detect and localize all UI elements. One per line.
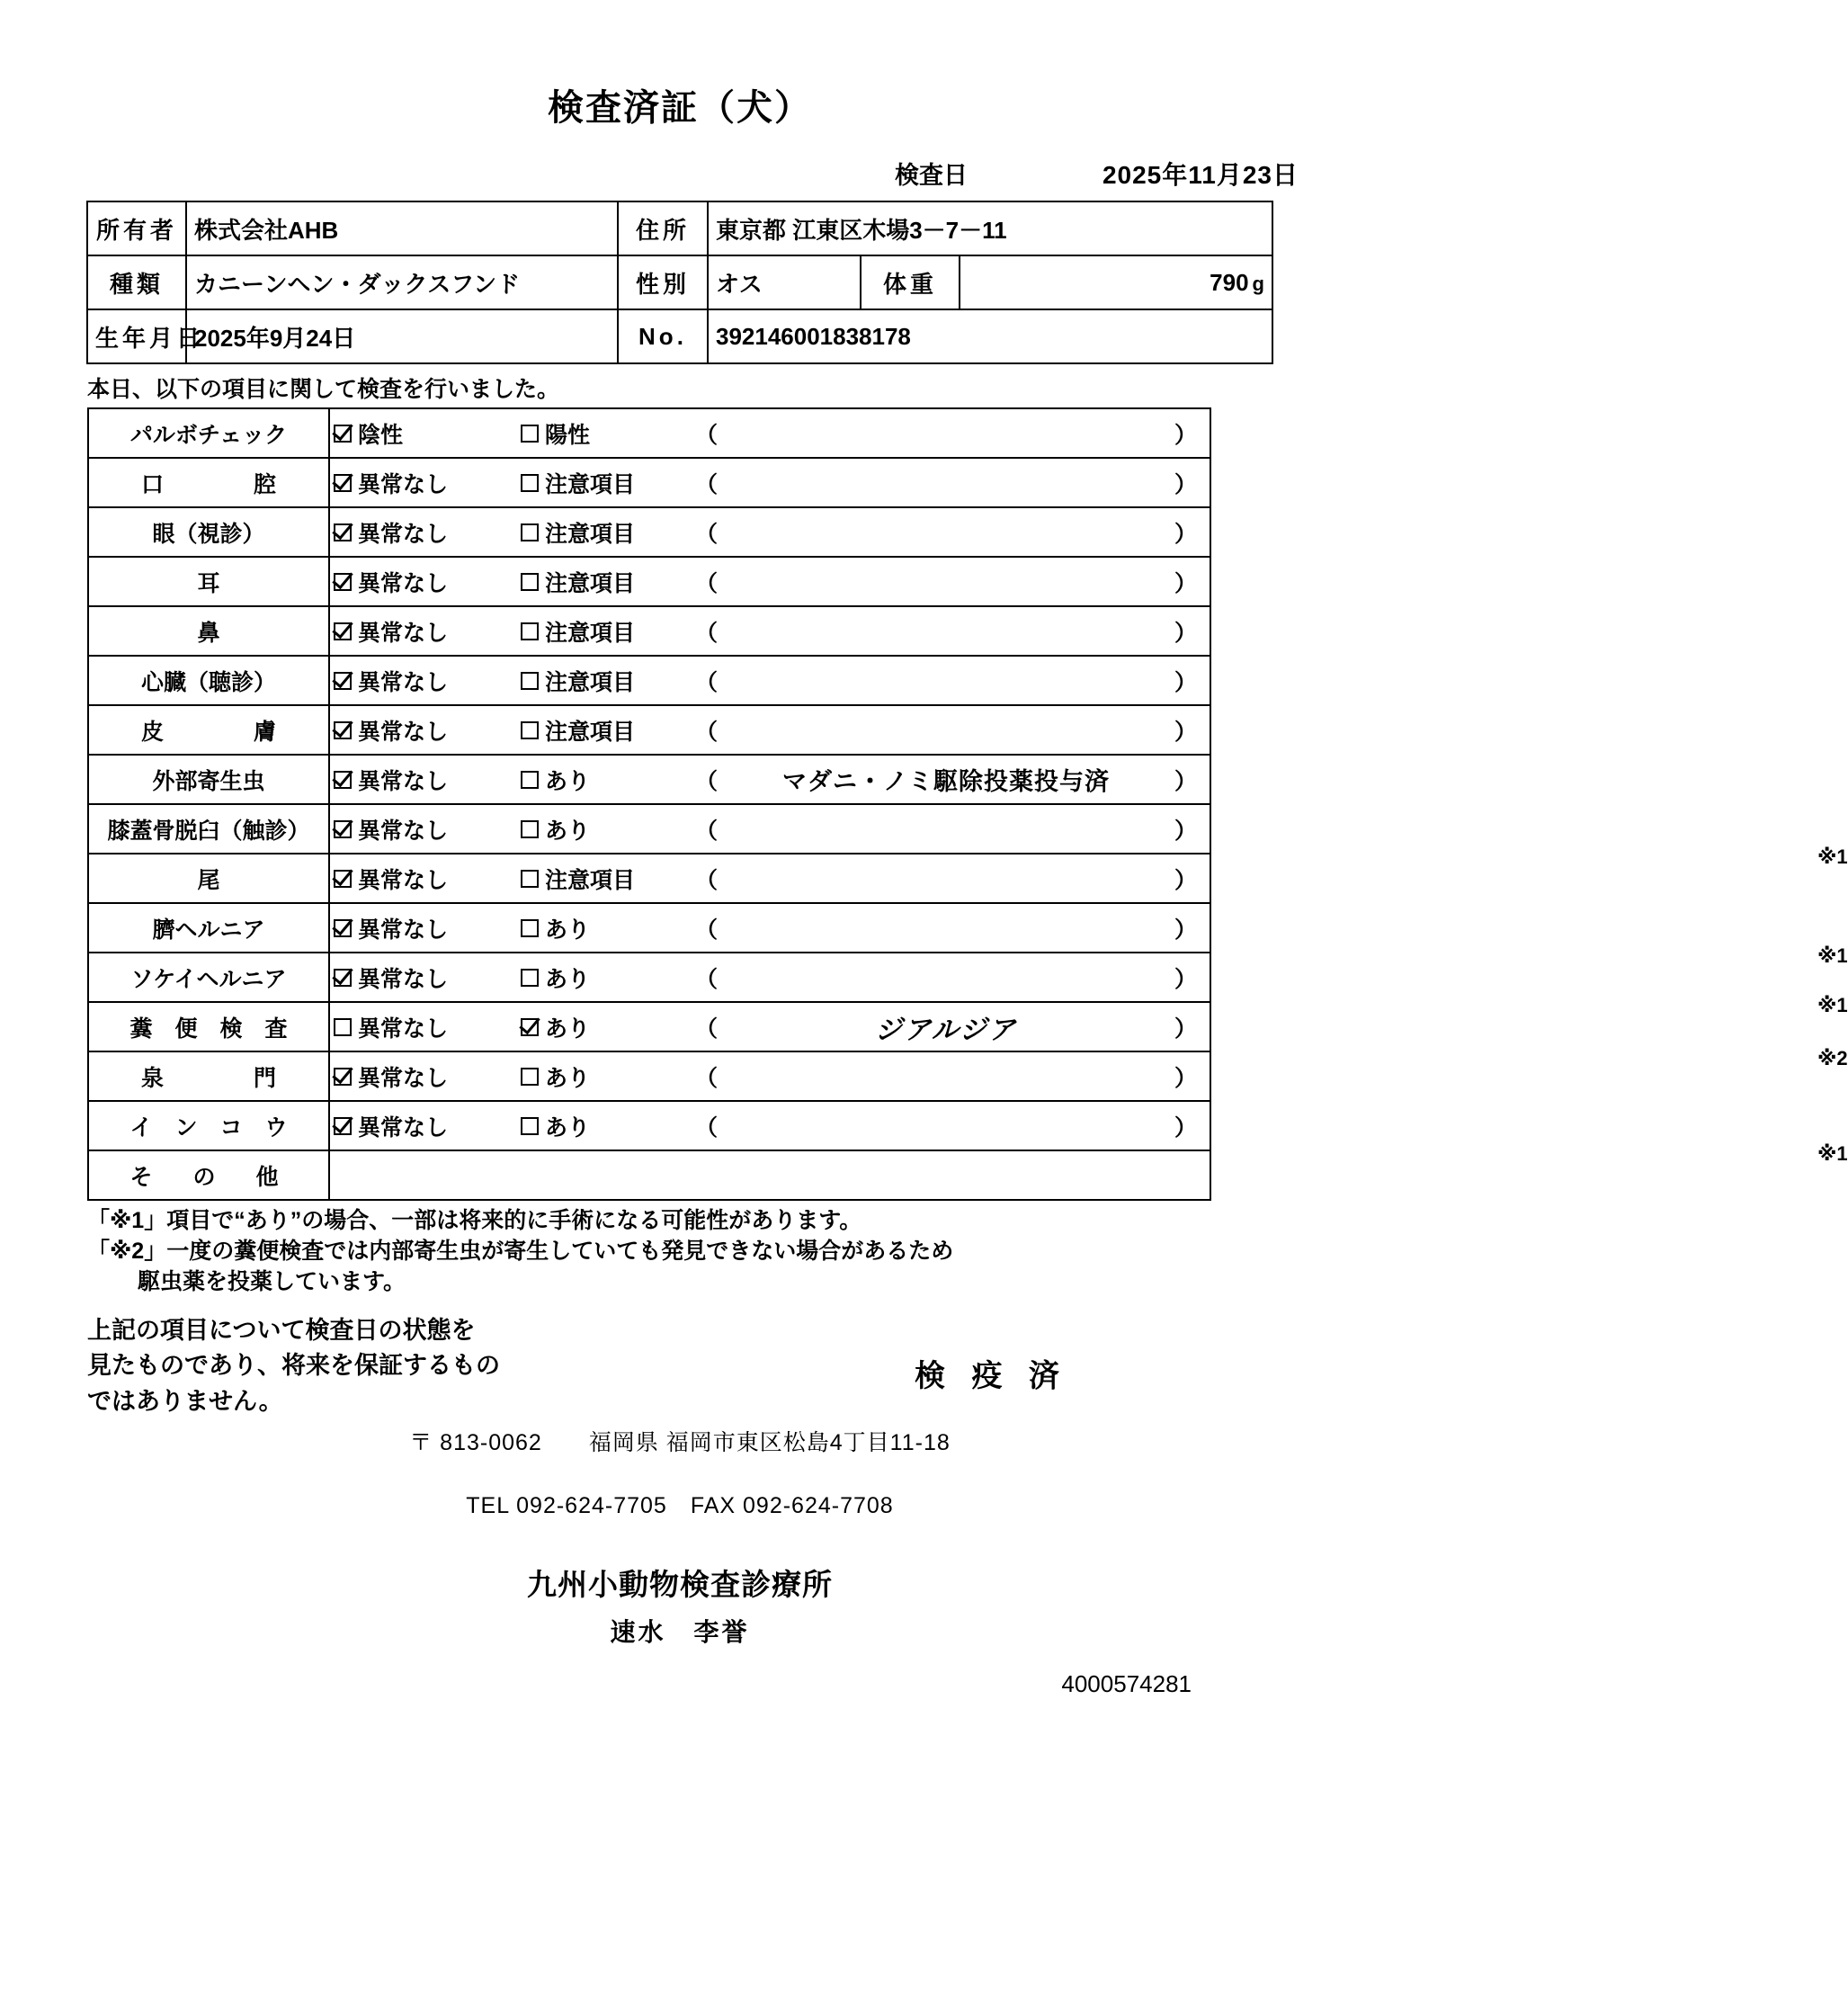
checkbox-icon[interactable] (521, 1018, 539, 1036)
birthdate-label: 生年月日 (87, 309, 186, 363)
paren-close: ） (1174, 521, 1197, 547)
breed-value: カニーンヘン・ダックスフンド (186, 255, 618, 309)
paren-close: ） (1174, 867, 1197, 893)
checklist-option-abnormal[interactable] (517, 656, 686, 705)
checklist-item-label: 眼（視診） (88, 507, 329, 557)
checklist-item-label: 口 腔 (88, 458, 329, 507)
checklist-remark-cell[interactable] (686, 755, 1210, 804)
checklist-table (87, 407, 1848, 1201)
option-label: あり (545, 1114, 591, 1141)
checklist-item-label: パルボチェック (88, 408, 329, 458)
footnotes (87, 1206, 1272, 1297)
checklist-remark-cell[interactable] (686, 408, 1210, 458)
table-row (87, 309, 1272, 363)
option-label: 異常なし (358, 1065, 449, 1091)
checklist-remark-cell[interactable] (686, 804, 1848, 868)
checklist-option-normal[interactable] (329, 953, 517, 1002)
checkbox-icon[interactable] (334, 573, 352, 591)
checklist-row (88, 903, 1210, 953)
checkbox-icon[interactable] (334, 1068, 352, 1086)
option-label: 異常なし (358, 966, 449, 992)
checklist-item-label: 耳 (88, 557, 329, 606)
checkbox-icon[interactable] (521, 672, 539, 690)
address-label: 住所 (618, 201, 708, 255)
checklist-item-label: 外部寄生虫 (88, 755, 329, 804)
checklist-option-normal[interactable] (329, 458, 517, 507)
option-label: 注意項目 (545, 867, 636, 893)
disclaimer-text (87, 1313, 627, 1418)
checklist-option-normal[interactable] (329, 755, 517, 804)
table-row (87, 255, 1272, 309)
exam-date-label: 検査日 (894, 162, 968, 189)
checklist-item-label: 糞 便 検 査 (88, 1002, 329, 1051)
remark-text: ジアルジア (874, 1014, 1018, 1046)
option-label: 異常なし (358, 768, 449, 794)
checklist-item-label: 臍ヘルニア (88, 903, 329, 953)
checklist-option-normal[interactable] (329, 705, 517, 755)
option-label: 異常なし (358, 471, 449, 497)
checklist-item-label: 泉 門 (88, 1051, 329, 1101)
checklist-option-normal[interactable] (329, 656, 517, 705)
checklist-remark-cell[interactable] (686, 903, 1848, 967)
checklist-row (88, 755, 1210, 804)
checkbox-icon[interactable] (334, 523, 352, 541)
paren-close: ） (1174, 422, 1197, 448)
owner-label: 所有者 (87, 201, 186, 255)
footnote-2-line2: 駆虫薬を投薬しています。 (138, 1268, 406, 1294)
checklist-row-other (88, 1150, 1210, 1200)
checklist-remark-cell[interactable] (686, 507, 1210, 557)
paren-open: （ (695, 620, 719, 646)
paren-open: （ (695, 768, 719, 794)
checklist-option-normal[interactable] (329, 854, 517, 903)
checklist-option-normal[interactable] (329, 1002, 517, 1051)
paren-open: （ (695, 471, 719, 497)
option-label: 注意項目 (545, 521, 636, 547)
option-label: 注意項目 (545, 471, 636, 497)
checklist-item-label: 皮 膚 (88, 705, 329, 755)
footnote-marker: ※1 (1817, 993, 1848, 1016)
disclaimer-line-3: ではありません。 (87, 1387, 283, 1415)
checklist-option-abnormal[interactable] (517, 606, 686, 656)
disclaimer-line-2: 見たものであり、将来を保証するもの (87, 1352, 500, 1380)
footnote-1: 「※1」項目で“あり”の場合、一部は将来的に手術になる可能性があります。 (87, 1208, 862, 1233)
checkbox-icon[interactable] (521, 771, 539, 789)
checkbox-icon[interactable] (334, 919, 352, 937)
disclaimer-line-1: 上記の項目について検査日の状態を (87, 1317, 476, 1345)
checkbox-icon[interactable] (334, 969, 352, 987)
checklist-remark-cell[interactable] (686, 458, 1210, 507)
checkbox-icon[interactable] (521, 622, 539, 640)
paren-open: （ (695, 867, 719, 893)
checkbox-icon[interactable] (521, 573, 539, 591)
checklist-option-abnormal[interactable] (517, 804, 686, 854)
weight-value-cell (960, 255, 1272, 309)
serial-number: 4000574281 (1061, 1669, 1192, 1697)
checkbox-icon[interactable] (521, 474, 539, 492)
checkbox-icon[interactable] (521, 969, 539, 987)
option-label: 陰性 (358, 422, 404, 448)
checklist-option-abnormal[interactable] (517, 408, 686, 458)
paren-open: （ (695, 1015, 719, 1042)
checklist-remark-cell[interactable] (686, 705, 1210, 755)
checklist-item-label: イ ン コ ウ (88, 1101, 329, 1150)
microchip-no-label: No. (618, 309, 708, 363)
option-label: あり (545, 818, 591, 844)
checkbox-icon[interactable] (334, 672, 352, 690)
checklist-row (88, 606, 1210, 656)
option-label: 陽性 (545, 422, 591, 448)
table-row (87, 201, 1272, 255)
owner-info-table (86, 201, 1273, 364)
paren-close: ） (1174, 1065, 1197, 1091)
weight-unit: g (1252, 272, 1264, 295)
checkbox-icon[interactable] (334, 870, 352, 888)
checklist-row (88, 953, 1210, 1002)
quarantine-stamp: 検 疫 済 (915, 1359, 1068, 1394)
checklist-row (88, 804, 1210, 854)
clinic-address: 〒 813-0062 福岡県 福岡市東区松島4丁目11-18 (409, 1429, 951, 1455)
option-label: 異常なし (358, 669, 449, 695)
checklist-option-abnormal[interactable] (517, 557, 686, 606)
checklist-option-abnormal[interactable] (517, 1101, 686, 1150)
footnote-marker: ※1 (1817, 944, 1848, 967)
paren-close: ） (1174, 917, 1197, 943)
paren-open: （ (695, 719, 719, 745)
checklist-row (88, 458, 1210, 507)
page-title: 検査済証（犬） (548, 88, 812, 128)
paren-open: （ (695, 917, 719, 943)
weight-value: 790 (1210, 268, 1249, 296)
option-label: 異常なし (358, 570, 449, 596)
checkbox-icon[interactable] (334, 622, 352, 640)
paren-close: ） (1174, 620, 1197, 646)
checklist-option-normal[interactable] (329, 903, 517, 953)
other-value[interactable] (329, 1150, 1210, 1200)
checklist-item-label: ソケイヘルニア (88, 953, 329, 1002)
checklist-row (88, 1002, 1210, 1051)
checkbox-icon[interactable] (521, 721, 539, 739)
paren-close: ） (1174, 471, 1197, 497)
option-label: 異常なし (358, 917, 449, 943)
sex-value: オス (708, 255, 861, 309)
option-label: あり (545, 768, 591, 794)
owner-value: 株式会社AHB (186, 201, 618, 255)
checklist-remark-cell[interactable] (686, 854, 1210, 903)
remark-text: マダニ・ノミ駆除投薬投与済 (782, 768, 1110, 795)
doctor-name: 速水 李誉 (610, 1617, 750, 1646)
checklist-remark-cell[interactable] (686, 953, 1848, 1016)
paren-close: ） (1174, 1015, 1197, 1042)
paren-close: ） (1174, 768, 1197, 794)
checklist-remark-cell[interactable] (686, 656, 1210, 705)
paren-open: （ (695, 521, 719, 547)
paren-open: （ (695, 818, 719, 844)
checkbox-icon[interactable] (334, 1018, 352, 1036)
footnote-2-line1: 「※2」一度の糞便検査では内部寄生虫が寄生していても発見できない場合があるため (87, 1238, 954, 1264)
checklist-row (88, 705, 1210, 755)
clinic-telephone: TEL 092-624-7705 FAX 092-624-7708 (466, 1492, 894, 1518)
address-value: 東京都 江東区木場3－7－11 (708, 201, 1272, 255)
checklist-row (88, 1101, 1210, 1150)
checklist-item-label: 尾 (88, 854, 329, 903)
option-label: 注意項目 (545, 620, 636, 646)
checklist-remark-cell[interactable] (686, 606, 1210, 656)
paren-open: （ (695, 422, 719, 448)
option-label: 異常なし (358, 620, 449, 646)
checklist-row (88, 408, 1210, 458)
checkbox-icon[interactable] (334, 425, 352, 443)
checklist-option-abnormal[interactable] (517, 458, 686, 507)
option-label: 異常なし (358, 867, 449, 893)
checklist-option-abnormal[interactable] (517, 1002, 686, 1051)
paren-open: （ (695, 669, 719, 695)
breed-label: 種類 (87, 255, 186, 309)
clinic-name: 九州小動物検査診療所 (527, 1567, 833, 1601)
option-label: あり (545, 1015, 591, 1042)
paren-open: （ (695, 1065, 719, 1091)
checklist-option-normal[interactable] (329, 606, 517, 656)
checkbox-icon[interactable] (521, 523, 539, 541)
other-label: そ の 他 (88, 1150, 329, 1200)
checklist-option-normal[interactable] (329, 408, 517, 458)
footnote-marker: ※1 (1817, 1141, 1848, 1165)
checklist-remark-cell[interactable] (686, 557, 1210, 606)
checklist-option-normal[interactable] (329, 507, 517, 557)
checklist-row (88, 1051, 1210, 1101)
option-label: 注意項目 (545, 719, 636, 745)
checklist-remark-cell[interactable] (686, 1101, 1848, 1165)
checklist-option-normal[interactable] (329, 1051, 517, 1101)
checklist-remark-cell[interactable] (686, 1002, 1848, 1069)
checklist-option-normal[interactable] (329, 804, 517, 854)
checkbox-icon[interactable] (521, 425, 539, 443)
checklist-option-abnormal[interactable] (517, 953, 686, 1002)
microchip-no-value: 392146001838178 (708, 309, 1272, 363)
paren-open: （ (695, 966, 719, 992)
option-label: 注意項目 (545, 570, 636, 596)
exam-statement: 本日、以下の項目に関して検査を行いました。 (87, 377, 560, 402)
checklist-option-normal[interactable] (329, 557, 517, 606)
certificate-page (0, 79, 1848, 2013)
footnote-marker: ※2 (1817, 1046, 1848, 1069)
option-label: 異常なし (358, 1015, 449, 1042)
checklist-option-abnormal[interactable] (517, 903, 686, 953)
checklist-row (88, 557, 1210, 606)
exam-date-value: 2025年11月23日 (1102, 161, 1299, 189)
checklist-option-abnormal[interactable] (517, 755, 686, 804)
checklist-item-label: 心臓（聴診） (88, 656, 329, 705)
checkbox-icon[interactable] (334, 1117, 352, 1135)
paren-close: ） (1174, 1114, 1197, 1141)
paren-open: （ (695, 1114, 719, 1141)
clinic-info (87, 1425, 1272, 1649)
checklist-wrapper (87, 407, 1848, 1201)
checklist-row (88, 854, 1210, 903)
exam-date-row (0, 156, 1360, 192)
checklist-option-abnormal[interactable] (517, 705, 686, 755)
option-label: あり (545, 1065, 591, 1091)
checkbox-icon[interactable] (521, 870, 539, 888)
checklist-option-abnormal[interactable] (517, 1051, 686, 1101)
checklist-body (88, 408, 1848, 1200)
paren-close: ） (1174, 570, 1197, 596)
paren-open: （ (695, 570, 719, 596)
checkbox-icon[interactable] (521, 1068, 539, 1086)
checkbox-icon[interactable] (521, 1117, 539, 1135)
footnote-marker: ※1 (1817, 845, 1848, 868)
sex-label: 性別 (618, 255, 708, 309)
checkbox-icon[interactable] (334, 820, 352, 838)
checklist-item-label: 膝蓋骨脱臼（触診） (88, 804, 329, 854)
option-label: あり (545, 917, 591, 943)
paren-close: ） (1174, 818, 1197, 844)
option-label: 異常なし (358, 521, 449, 547)
birthdate-value: 2025年9月24日 (186, 309, 618, 363)
checklist-option-abnormal[interactable] (517, 507, 686, 557)
checklist-remark-cell[interactable] (686, 1051, 1210, 1101)
weight-label: 体重 (861, 255, 960, 309)
checkbox-icon[interactable] (521, 919, 539, 937)
disclaimer-block (87, 1313, 1272, 1418)
checklist-option-normal[interactable] (329, 1101, 517, 1150)
option-label: あり (545, 966, 591, 992)
checkbox-icon[interactable] (334, 474, 352, 492)
checklist-item-label: 鼻 (88, 606, 329, 656)
checklist-option-abnormal[interactable] (517, 854, 686, 903)
option-label: 異常なし (358, 1114, 449, 1141)
option-label: 注意項目 (545, 669, 636, 695)
checkbox-icon[interactable] (521, 820, 539, 838)
option-label: 異常なし (358, 818, 449, 844)
checklist-row (88, 507, 1210, 557)
checkbox-icon[interactable] (334, 721, 352, 739)
paren-close: ） (1174, 719, 1197, 745)
checkbox-icon[interactable] (334, 771, 352, 789)
paren-close: ） (1174, 669, 1197, 695)
option-label: 異常なし (358, 719, 449, 745)
checklist-row (88, 656, 1210, 705)
paren-close: ） (1174, 966, 1197, 992)
